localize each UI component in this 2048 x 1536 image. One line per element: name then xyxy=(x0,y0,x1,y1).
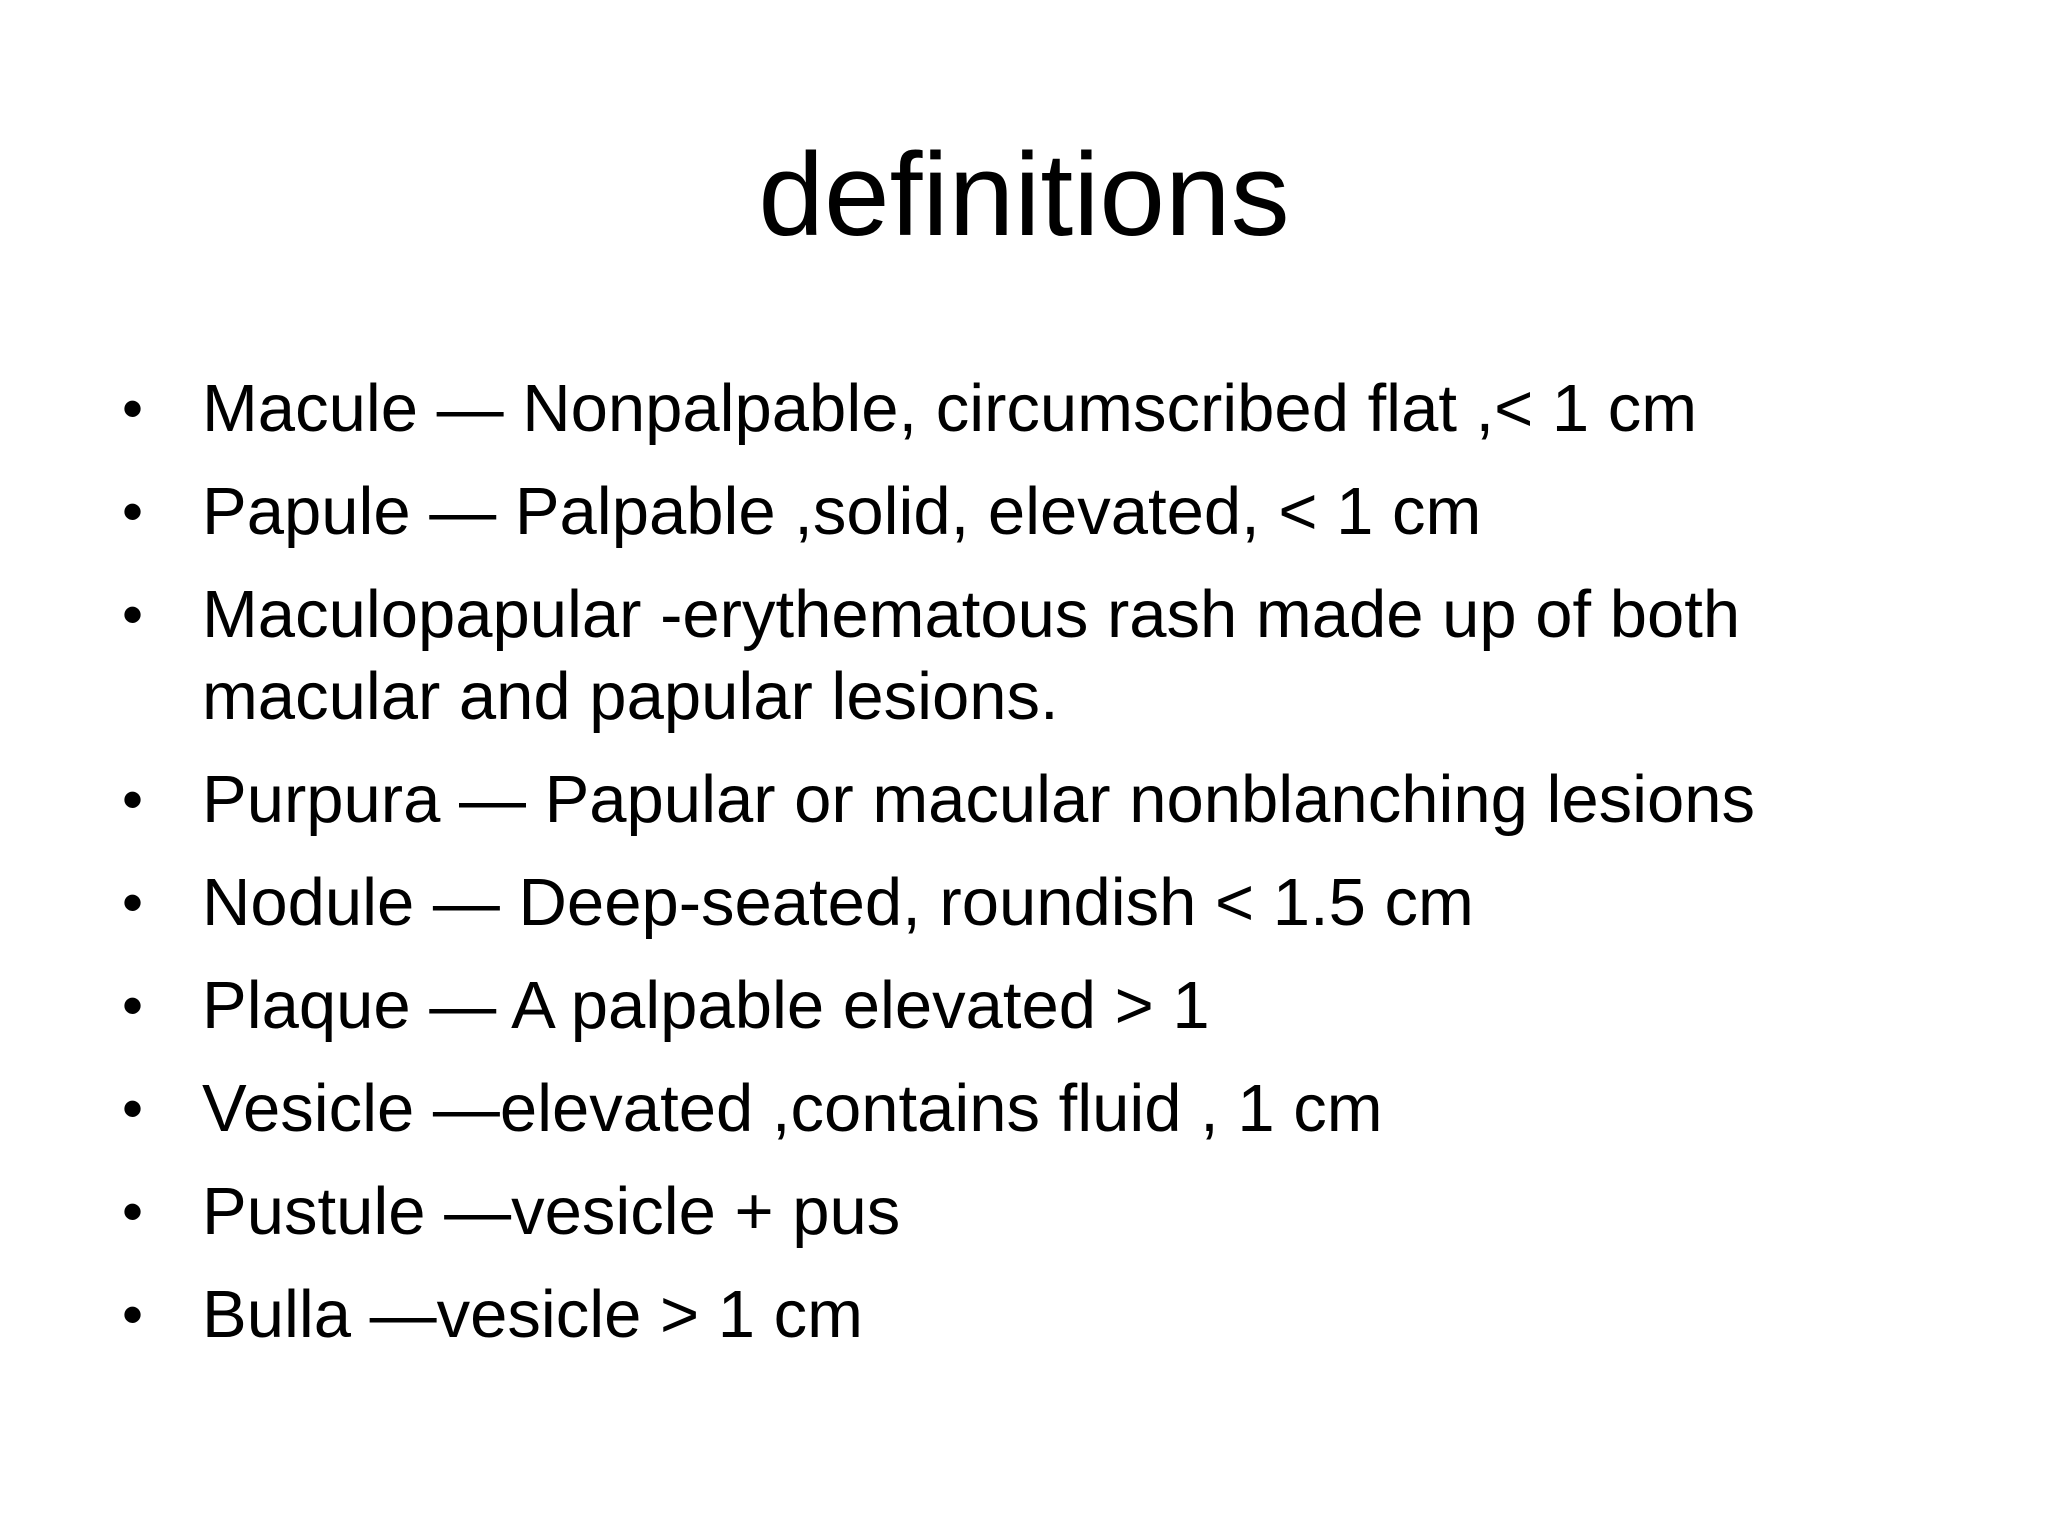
definition-nodule: Nodule — Deep-seated, roundish < 1.5 cm xyxy=(202,865,1474,940)
bullet-icon: • xyxy=(122,766,144,833)
list-item xyxy=(122,759,1922,841)
definition-papule: Papule — Palpable ,solid, elevated, < 1 cm xyxy=(202,474,1482,549)
list-item xyxy=(122,1068,1922,1150)
bullet-icon: • xyxy=(122,1178,144,1245)
slide-title: definitions xyxy=(758,129,1290,261)
definition-maculopapular: Maculopapular -erythematous rash made up of both macular and papular lesions. xyxy=(202,577,1741,734)
bullet-icon: • xyxy=(122,1075,144,1142)
bullet-icon: • xyxy=(122,375,144,442)
bullet-icon: • xyxy=(122,1281,144,1348)
definition-purpura: Purpura — Papular or macular nonblanching lesions xyxy=(202,762,1756,837)
list-item xyxy=(122,1274,1922,1356)
list-item xyxy=(122,1171,1922,1253)
list-item xyxy=(122,574,1922,738)
list-item xyxy=(122,471,1922,553)
bullet-icon: • xyxy=(122,581,144,648)
definitions-list xyxy=(122,368,1922,1377)
definition-macule: Macule — Nonpalpable, circumscribed flat ,< 1 cm xyxy=(202,371,1698,446)
bullet-icon: • xyxy=(122,478,144,545)
bullet-icon: • xyxy=(122,972,144,1039)
definition-bulla: Bulla —vesicle > 1 cm xyxy=(202,1277,863,1352)
list-item xyxy=(122,862,1922,944)
list-item xyxy=(122,368,1922,450)
list-item xyxy=(122,965,1922,1047)
definition-vesicle: Vesicle —elevated ,contains fluid , 1 cm xyxy=(202,1071,1383,1146)
definition-pustule: Pustule —vesicle + pus xyxy=(202,1174,901,1249)
definition-plaque: Plaque — A palpable elevated > 1 xyxy=(202,968,1210,1043)
bullet-icon: • xyxy=(122,869,144,936)
